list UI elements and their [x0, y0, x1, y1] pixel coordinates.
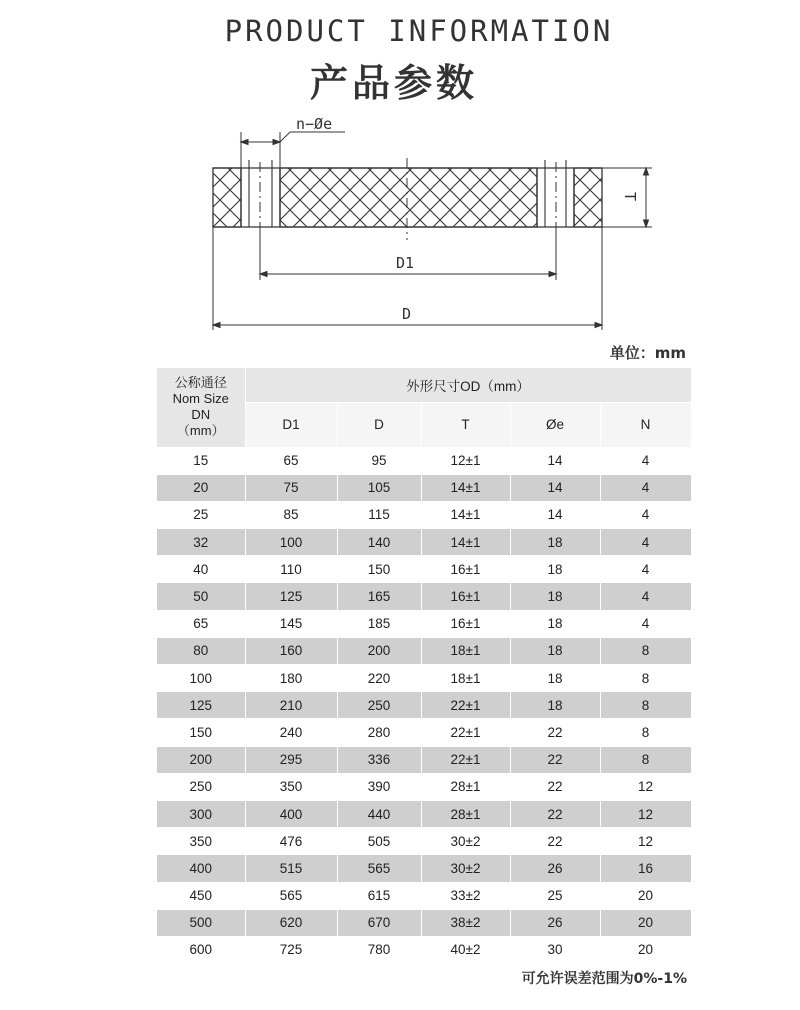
table-cell: 25 — [157, 501, 245, 528]
table-cell: 14±1 — [421, 529, 510, 556]
table-cell: 115 — [337, 501, 421, 528]
table-cell: 450 — [157, 882, 245, 909]
table-cell: 16 — [600, 855, 691, 882]
table-row — [157, 637, 691, 664]
tolerance-note: 可允许误差范围为0%-1% — [521, 971, 687, 987]
table-cell: 110 — [245, 556, 337, 583]
table-cell: 4 — [600, 501, 691, 528]
table-cell: 250 — [157, 773, 245, 800]
table-cell: 565 — [337, 855, 421, 882]
table-cell: 22 — [510, 746, 600, 773]
table-cell: 240 — [245, 719, 337, 746]
table-cell: 14 — [510, 447, 600, 474]
table-cell: 300 — [157, 800, 245, 827]
table-cell: 125 — [157, 692, 245, 719]
table-cell: 180 — [245, 665, 337, 692]
table-cell: 20 — [600, 909, 691, 936]
table-cell: 22±1 — [421, 719, 510, 746]
table-cell: 670 — [337, 909, 421, 936]
table-cell: 95 — [337, 447, 421, 474]
table-cell: 20 — [157, 474, 245, 501]
table-cell: 50 — [157, 583, 245, 610]
table-cell: 4 — [600, 474, 691, 501]
table-cell: 145 — [245, 610, 337, 637]
table-cell: 780 — [337, 936, 421, 963]
table-cell: 14 — [510, 501, 600, 528]
d1-label: D1 — [396, 254, 415, 272]
table-cell: 22 — [510, 800, 600, 827]
dn-header-line: Nom Size — [172, 391, 229, 407]
table-cell: 16±1 — [421, 556, 510, 583]
table-row — [157, 583, 691, 610]
table-cell: 150 — [337, 556, 421, 583]
table-cell: 100 — [245, 529, 337, 556]
table-cell: 22 — [510, 773, 600, 800]
table-cell: 250 — [337, 692, 421, 719]
table-cell: 28±1 — [421, 773, 510, 800]
table-cell: 26 — [510, 909, 600, 936]
table-cell: 165 — [337, 583, 421, 610]
table-cell: 12 — [600, 800, 691, 827]
table-cell: 210 — [245, 692, 337, 719]
d-label: D — [402, 305, 412, 323]
table-body — [157, 447, 691, 964]
column-header-oe: Øe — [510, 402, 600, 447]
table-cell: 200 — [157, 746, 245, 773]
title-chinese: 产品参数 — [310, 61, 479, 105]
table-row — [157, 882, 691, 909]
table-cell: 22±1 — [421, 692, 510, 719]
table-cell: 12 — [600, 773, 691, 800]
table-cell: 400 — [157, 855, 245, 882]
table-cell: 105 — [337, 474, 421, 501]
table-cell: 18 — [510, 610, 600, 637]
table-cell: 18 — [510, 529, 600, 556]
table-cell: 40 — [157, 556, 245, 583]
table-cell: 75 — [245, 474, 337, 501]
table-row — [157, 529, 691, 556]
table-cell: 28±1 — [421, 800, 510, 827]
table-row — [157, 692, 691, 719]
table-cell: 350 — [157, 828, 245, 855]
table-cell: 400 — [245, 800, 337, 827]
table-cell: 280 — [337, 719, 421, 746]
table-row — [157, 719, 691, 746]
table-cell: 12 — [600, 828, 691, 855]
table-row — [157, 474, 691, 501]
unit-label: 单位：mm — [609, 344, 686, 362]
column-header-n: N — [600, 402, 691, 447]
table-cell: 25 — [510, 882, 600, 909]
hole-label: n−Øe — [296, 115, 333, 133]
table-row — [157, 773, 691, 800]
table-cell: 14±1 — [421, 474, 510, 501]
table-cell: 4 — [600, 556, 691, 583]
specification-table — [157, 368, 692, 964]
column-header-d: D — [337, 402, 421, 447]
table-cell: 150 — [157, 719, 245, 746]
table-cell: 18 — [510, 583, 600, 610]
dimension-lines — [213, 132, 652, 330]
table-cell: 4 — [600, 610, 691, 637]
table-cell: 620 — [245, 909, 337, 936]
table-cell: 295 — [245, 746, 337, 773]
table-cell: 8 — [600, 746, 691, 773]
table-cell: 505 — [337, 828, 421, 855]
table-row — [157, 855, 691, 882]
table-cell: 160 — [245, 637, 337, 664]
table-cell: 725 — [245, 936, 337, 963]
table-cell: 38±2 — [421, 909, 510, 936]
table-cell: 500 — [157, 909, 245, 936]
table-cell: 26 — [510, 855, 600, 882]
table-cell: 4 — [600, 583, 691, 610]
flange-cross-section-diagram — [0, 110, 800, 335]
table-row — [157, 556, 691, 583]
table-cell: 22 — [510, 719, 600, 746]
table-cell: 615 — [337, 882, 421, 909]
table-cell: 336 — [337, 746, 421, 773]
outer-dimensions-header: 外形尺寸OD（mm） — [245, 368, 691, 402]
table-cell: 8 — [600, 719, 691, 746]
table-cell: 8 — [600, 692, 691, 719]
table-cell: 30±2 — [421, 855, 510, 882]
table-cell: 33±2 — [421, 882, 510, 909]
table-cell: 220 — [337, 665, 421, 692]
table-cell: 14 — [510, 474, 600, 501]
table-row — [157, 665, 691, 692]
table-cell: 8 — [600, 637, 691, 664]
table-cell: 476 — [245, 828, 337, 855]
column-header-d1: D1 — [245, 402, 337, 447]
table-cell: 30 — [510, 936, 600, 963]
table-cell: 18 — [510, 637, 600, 664]
table-cell: 565 — [245, 882, 337, 909]
table-cell: 140 — [337, 529, 421, 556]
table-cell: 4 — [600, 447, 691, 474]
dn-header-line: （mm） — [176, 423, 225, 439]
title-english: PRODUCT INFORMATION — [224, 14, 614, 48]
table-cell: 12±1 — [421, 447, 510, 474]
table-cell: 4 — [600, 529, 691, 556]
thickness-label: T — [621, 192, 639, 202]
table-row — [157, 610, 691, 637]
table-row — [157, 447, 691, 474]
table-cell: 390 — [337, 773, 421, 800]
table-cell: 85 — [245, 501, 337, 528]
table-cell: 15 — [157, 447, 245, 474]
table-cell: 200 — [337, 637, 421, 664]
table-cell: 600 — [157, 936, 245, 963]
column-header-t: T — [421, 402, 510, 447]
table-cell: 22±1 — [421, 746, 510, 773]
table-cell: 32 — [157, 529, 245, 556]
table-cell: 8 — [600, 665, 691, 692]
table-row — [157, 501, 691, 528]
dn-header-line: DN — [191, 407, 211, 423]
table-cell: 30±2 — [421, 828, 510, 855]
table-row — [157, 800, 691, 827]
table-cell: 18±1 — [421, 665, 510, 692]
table-cell: 350 — [245, 773, 337, 800]
table-cell: 20 — [600, 882, 691, 909]
table-row — [157, 828, 691, 855]
table-cell: 18 — [510, 665, 600, 692]
table-cell: 100 — [157, 665, 245, 692]
table-cell: 16±1 — [421, 583, 510, 610]
table-cell: 65 — [157, 610, 245, 637]
table-cell: 40±2 — [421, 936, 510, 963]
dn-header-line: 公称通径 — [174, 375, 227, 391]
table-cell: 16±1 — [421, 610, 510, 637]
table-cell: 18 — [510, 556, 600, 583]
table-cell: 22 — [510, 828, 600, 855]
table-row — [157, 746, 691, 773]
dn-column-header — [157, 368, 245, 447]
table-cell: 125 — [245, 583, 337, 610]
table-cell: 14±1 — [421, 501, 510, 528]
table-cell: 440 — [337, 800, 421, 827]
table-row — [157, 936, 691, 963]
table-cell: 18 — [510, 692, 600, 719]
table-cell: 80 — [157, 637, 245, 664]
table-cell: 185 — [337, 610, 421, 637]
table-cell: 515 — [245, 855, 337, 882]
table-row — [157, 909, 691, 936]
table-cell: 20 — [600, 936, 691, 963]
table-cell: 65 — [245, 447, 337, 474]
table-cell: 18±1 — [421, 637, 510, 664]
